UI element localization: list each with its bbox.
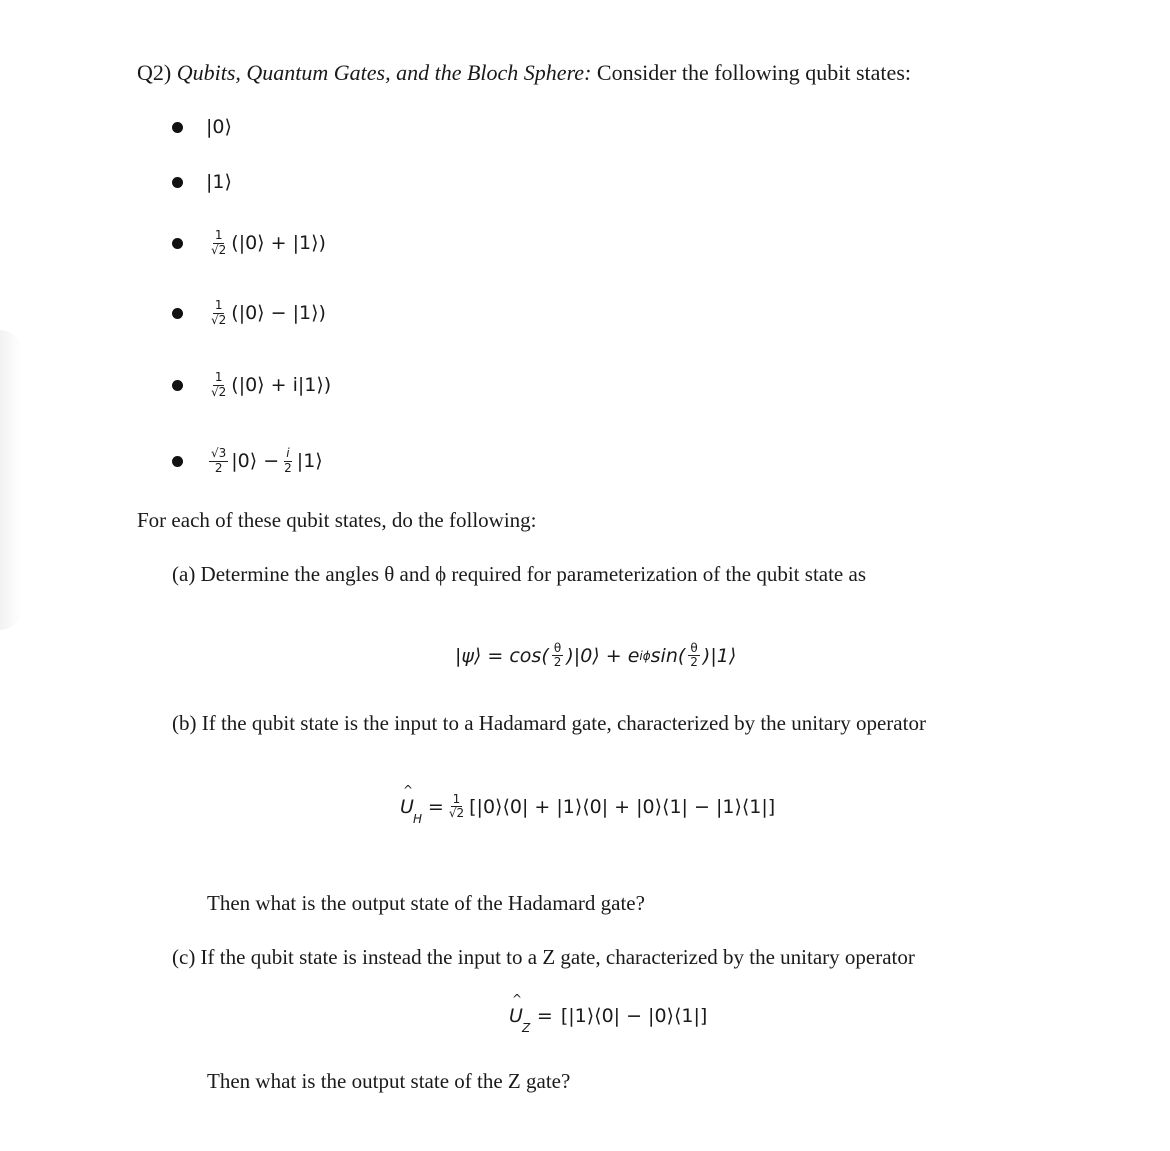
state-item [172, 365, 331, 405]
bullet-icon [172, 380, 183, 391]
state-item [172, 107, 232, 147]
question-topic: Qubits, Quantum Gates, and the Bloch Sphere: [176, 60, 592, 85]
fraction [209, 447, 228, 474]
equals-sign: = [427, 795, 444, 818]
operator-symbol [400, 782, 423, 826]
operator-subscript: Z [522, 1021, 531, 1035]
fraction-denominator: 2 [284, 460, 292, 475]
bullet-icon [172, 238, 183, 249]
bullet-icon [172, 177, 183, 188]
part-a-equation [455, 642, 736, 669]
fraction-denominator: √2 [211, 312, 227, 327]
equation-sin: sin( [650, 644, 686, 667]
state-expression: (|0⟩ + |1⟩) [231, 232, 326, 254]
fraction-denominator: 2 [214, 460, 223, 475]
part-b-followup: Then what is the output state of the Hadamard gate? [207, 891, 645, 915]
fraction-denominator: √2 [211, 242, 227, 257]
state-item [172, 162, 232, 202]
fraction-denominator: 2 [553, 655, 562, 670]
state-expression: (|0⟩ − |1⟩) [231, 302, 326, 324]
state-item [172, 223, 326, 263]
state-item [172, 441, 323, 481]
fraction-numerator: 1 [214, 370, 223, 385]
state-ket: |1⟩ [206, 171, 232, 193]
operator-expression: [|0⟩⟨0| + |1⟩⟨0| + |0⟩⟨1| − |1⟩⟨1|] [469, 795, 776, 818]
z-operator-equation [509, 992, 708, 1035]
operator-letter: U [509, 1005, 523, 1027]
fraction-numerator: θ [553, 641, 562, 655]
fraction-denominator: √2 [448, 806, 465, 821]
state-expression: (|0⟩ + i|1⟩) [231, 374, 332, 396]
fraction [282, 447, 294, 474]
bullet-icon [172, 308, 183, 319]
operator-subscript: H [413, 811, 423, 826]
part-c-followup: Then what is the output state of the Z gate? [207, 1069, 571, 1093]
operator-hat: ^ [403, 782, 414, 797]
fraction [209, 299, 228, 326]
operator-hat: ^ [512, 992, 523, 1006]
fraction-numerator: θ [690, 641, 698, 655]
question-title [137, 60, 911, 86]
fraction-numerator: 1 [214, 228, 223, 243]
part-a-text: (a) Determine the angles θ and ϕ required for parameterization of the qubit state as [172, 562, 866, 586]
fraction [552, 642, 564, 669]
equals-sign: = [536, 1005, 553, 1027]
hadamard-operator-equation [400, 782, 776, 826]
fraction [209, 371, 228, 398]
operator-expression: [|1⟩⟨0| − |0⟩⟨1|] [560, 1005, 708, 1027]
fraction-denominator: √2 [211, 384, 227, 399]
exponent: iϕ [639, 648, 651, 663]
equation-mid: )|0⟩ + e [566, 644, 640, 667]
state-item [172, 293, 326, 333]
bullet-icon [172, 456, 183, 467]
page-edge-shadow [0, 330, 22, 630]
bullet-icon [172, 122, 183, 133]
instruction-text: For each of these qubit states, do the following: [137, 508, 537, 532]
part-c-text: (c) If the qubit state is instead the input to a Z gate, characterized by the unitary operator [172, 945, 915, 969]
fraction-numerator: 1 [452, 792, 461, 806]
state-expression: |1⟩ [296, 450, 323, 472]
state-expression: |0⟩ − [231, 450, 280, 472]
part-b-text: (b) If the qubit state is the input to a Hadamard gate, characterized by the unitary operator [172, 711, 926, 735]
equation-lhs: |ψ⟩ = cos( [455, 644, 549, 667]
operator-letter: U [400, 795, 414, 818]
fraction [209, 229, 228, 256]
question-intro: Consider the following qubit states: [596, 60, 911, 85]
equation-end: )|1⟩ [702, 644, 737, 667]
fraction-denominator: 2 [690, 655, 698, 670]
fraction-numerator: √3 [211, 446, 227, 461]
question-number: Q2) [137, 60, 172, 85]
fraction [688, 642, 700, 669]
fraction [447, 793, 466, 820]
fraction-numerator: i [286, 446, 290, 461]
state-ket: |0⟩ [206, 116, 232, 138]
fraction-numerator: 1 [214, 298, 223, 313]
operator-symbol [509, 992, 531, 1035]
